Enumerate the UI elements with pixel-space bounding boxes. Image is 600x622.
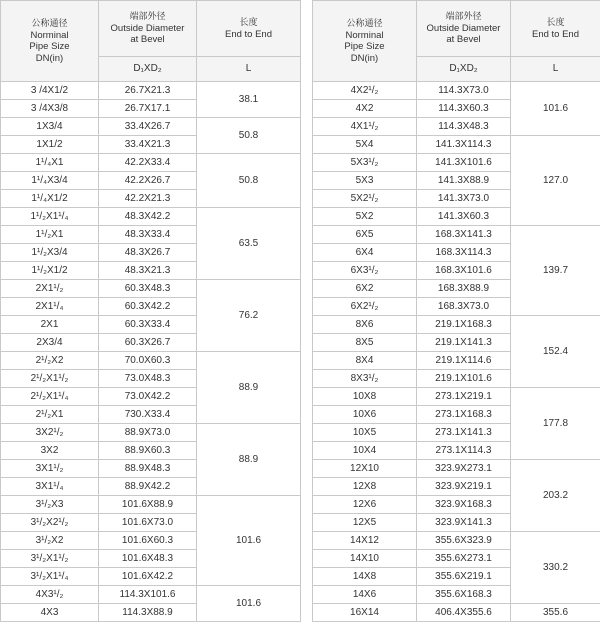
table-row (1, 82, 301, 100)
dn-cell: 8X5 (313, 334, 417, 352)
dn-cell: 2X3/4 (1, 334, 99, 352)
od-cell: 70.0X60.3 (99, 352, 197, 370)
od-cell: 114.3X48.3 (417, 118, 511, 136)
length-cell: 63.5 (197, 208, 301, 280)
table-row (1, 118, 301, 136)
dn-cell: 5X4 (313, 136, 417, 154)
dn-header: 公称通径 Norminal Pipe Size DN(in) (313, 1, 417, 82)
dn-cell: 8X3¹/₂ (313, 370, 417, 388)
od-cell: 141.3X73.0 (417, 190, 511, 208)
table-row (1, 586, 301, 604)
dn-cell: 3X1¹/₄ (1, 478, 99, 496)
table-row (313, 82, 600, 100)
od-cell: 88.9X48.3 (99, 460, 197, 478)
od-cell: 406.4X355.6 (417, 604, 511, 622)
od-cell: 168.3X88.9 (417, 280, 511, 298)
dn-cell: 4X3 (1, 604, 99, 622)
od-cell: 219.1X168.3 (417, 316, 511, 334)
od-cell: 26.7X17.1 (99, 100, 197, 118)
dn-cell: 1¹/₄X3/4 (1, 172, 99, 190)
length-cell: 203.2 (511, 460, 600, 532)
od-cell: 355.6X323.9 (417, 532, 511, 550)
length-cell: 101.6 (197, 496, 301, 586)
od-cell: 48.3X42.2 (99, 208, 197, 226)
dn-cell: 2¹/₂X2 (1, 352, 99, 370)
length-cell: 152.4 (511, 316, 600, 388)
dn-cell: 14X10 (313, 550, 417, 568)
table-row (313, 136, 600, 154)
dn-cell: 12X8 (313, 478, 417, 496)
dn-cell: 3 /4X1/2 (1, 82, 99, 100)
dn-cell: 6X4 (313, 244, 417, 262)
dn-cell: 10X8 (313, 388, 417, 406)
dn-cell: 3¹/₂X3 (1, 496, 99, 514)
length-header: 长度 End to End (511, 1, 600, 57)
od-cell: 60.3X26.7 (99, 334, 197, 352)
od-cell: 48.3X33.4 (99, 226, 197, 244)
od-cell: 141.3X88.9 (417, 172, 511, 190)
od-cell: 33.4X26.7 (99, 118, 197, 136)
dn-cell: 10X5 (313, 424, 417, 442)
table-row (1, 424, 301, 442)
dn-cell: 5X2¹/₂ (313, 190, 417, 208)
od-cell: 323.9X273.1 (417, 460, 511, 478)
od-cell: 73.0X48.3 (99, 370, 197, 388)
od-cell: 273.1X168.3 (417, 406, 511, 424)
length-cell: 139.7 (511, 226, 600, 316)
table-row (1, 154, 301, 172)
right-table-body (313, 82, 600, 622)
od-cell: 101.6X42.2 (99, 568, 197, 586)
dn-cell: 6X5 (313, 226, 417, 244)
od-cell: 101.6X60.3 (99, 532, 197, 550)
od-cell: 273.1X219.1 (417, 388, 511, 406)
od-cell: 355.6X273.1 (417, 550, 511, 568)
dn-cell: 5X3 (313, 172, 417, 190)
dn-cell: 3¹/₂X2 (1, 532, 99, 550)
dn-cell: 3X1¹/₂ (1, 460, 99, 478)
length-cell: 50.8 (197, 118, 301, 154)
dn-cell: 12X5 (313, 514, 417, 532)
od-cell: 168.3X114.3 (417, 244, 511, 262)
od-cell: 114.3X101.6 (99, 586, 197, 604)
od-cell: 168.3X101.6 (417, 262, 511, 280)
od-symbol: D₁XD₂ (99, 57, 197, 82)
dn-cell: 3X2 (1, 442, 99, 460)
dn-cell: 3¹/₂X1¹/₄ (1, 568, 99, 586)
length-cell: 88.9 (197, 424, 301, 496)
length-header: 长度 End to End (197, 1, 301, 57)
od-cell: 101.6X48.3 (99, 550, 197, 568)
od-cell: 141.3X101.6 (417, 154, 511, 172)
length-symbol: L (197, 57, 301, 82)
table-row (313, 316, 600, 334)
od-cell: 42.2X21.3 (99, 190, 197, 208)
dn-cell: 1¹/₂X1/2 (1, 262, 99, 280)
dn-cell: 2¹/₂X1¹/₂ (1, 370, 99, 388)
right-spec-table (312, 0, 600, 622)
od-cell: 60.3X33.4 (99, 316, 197, 334)
od-cell: 114.3X88.9 (99, 604, 197, 622)
dn-cell: 4X2 (313, 100, 417, 118)
dn-cell: 1X1/2 (1, 136, 99, 154)
table-row (1, 496, 301, 514)
od-cell: 73.0X42.2 (99, 388, 197, 406)
dn-cell: 4X3¹/₂ (1, 586, 99, 604)
od-cell: 101.6X88.9 (99, 496, 197, 514)
dn-cell: 14X12 (313, 532, 417, 550)
od-cell: 219.1X114.6 (417, 352, 511, 370)
od-cell: 48.3X26.7 (99, 244, 197, 262)
table-row (1, 208, 301, 226)
od-cell: 33.4X21.3 (99, 136, 197, 154)
dn-cell: 3 /4X3/8 (1, 100, 99, 118)
dn-cell: 1X3/4 (1, 118, 99, 136)
dn-cell: 3¹/₂X2¹/₂ (1, 514, 99, 532)
dn-cell: 14X6 (313, 586, 417, 604)
od-header: 端部外径 Outside Diameter at Bevel (417, 1, 511, 57)
od-cell: 355.6X168.3 (417, 586, 511, 604)
od-cell: 114.3X60.3 (417, 100, 511, 118)
length-cell: 101.6 (197, 586, 301, 622)
dn-cell: 10X6 (313, 406, 417, 424)
od-cell: 101.6X73.0 (99, 514, 197, 532)
table-row (313, 226, 600, 244)
length-cell: 177.8 (511, 388, 600, 460)
length-cell: 88.9 (197, 352, 301, 424)
od-symbol: D₁XD₂ (417, 57, 511, 82)
length-cell: 38.1 (197, 82, 301, 118)
dn-cell: 1¹/₂X1 (1, 226, 99, 244)
dn-cell: 3X2¹/₂ (1, 424, 99, 442)
dn-cell: 4X2¹/₂ (313, 82, 417, 100)
dn-cell: 1¹/₄X1 (1, 154, 99, 172)
od-cell: 219.1X101.6 (417, 370, 511, 388)
dn-cell: 3¹/₂X1¹/₂ (1, 550, 99, 568)
left-table-body (1, 82, 301, 622)
od-cell: 114.3X73.0 (417, 82, 511, 100)
od-cell: 273.1X114.3 (417, 442, 511, 460)
dn-header: 公称通径 Norminal Pipe Size DN(in) (1, 1, 99, 82)
dn-cell: 12X6 (313, 496, 417, 514)
dn-cell: 5X3¹/₂ (313, 154, 417, 172)
od-cell: 48.3X21.3 (99, 262, 197, 280)
dn-cell: 10X4 (313, 442, 417, 460)
od-cell: 42.2X26.7 (99, 172, 197, 190)
od-cell: 323.9X141.3 (417, 514, 511, 532)
table-row (313, 460, 600, 478)
dn-cell: 2X1¹/₂ (1, 280, 99, 298)
od-cell: 60.3X42.2 (99, 298, 197, 316)
dn-cell: 2X1¹/₄ (1, 298, 99, 316)
od-cell: 141.3X60.3 (417, 208, 511, 226)
dn-cell: 14X8 (313, 568, 417, 586)
od-cell: 88.9X42.2 (99, 478, 197, 496)
length-cell: 101.6 (511, 82, 600, 136)
od-cell: 141.3X114.3 (417, 136, 511, 154)
dn-cell: 16X14 (313, 604, 417, 622)
od-cell: 273.1X141.3 (417, 424, 511, 442)
dn-cell: 1¹/₄X1/2 (1, 190, 99, 208)
od-cell: 88.9X60.3 (99, 442, 197, 460)
dn-cell: 5X2 (313, 208, 417, 226)
od-cell: 355.6X219.1 (417, 568, 511, 586)
dn-cell: 6X2¹/₂ (313, 298, 417, 316)
length-cell: 76.2 (197, 280, 301, 352)
table-row (1, 280, 301, 298)
dn-cell: 4X1¹/₂ (313, 118, 417, 136)
od-cell: 323.9X219.1 (417, 478, 511, 496)
od-cell: 60.3X48.3 (99, 280, 197, 298)
dn-cell: 8X4 (313, 352, 417, 370)
dn-cell: 8X6 (313, 316, 417, 334)
table-row (1, 352, 301, 370)
length-symbol: L (511, 57, 600, 82)
od-cell: 42.2X33.4 (99, 154, 197, 172)
dn-cell: 6X2 (313, 280, 417, 298)
od-cell: 26.7X21.3 (99, 82, 197, 100)
length-cell: 127.0 (511, 136, 600, 226)
table-row (313, 388, 600, 406)
dn-cell: 12X10 (313, 460, 417, 478)
length-cell: 355.6 (511, 604, 600, 622)
dn-cell: 1¹/₂X3/4 (1, 244, 99, 262)
dn-cell: 1¹/₂X1¹/₄ (1, 208, 99, 226)
od-cell: 168.3X73.0 (417, 298, 511, 316)
table-row (313, 532, 600, 550)
od-cell: 219.1X141.3 (417, 334, 511, 352)
table-row (313, 604, 600, 622)
dn-cell: 2¹/₂X1¹/₄ (1, 388, 99, 406)
od-header: 端部外径 Outside Diameter at Bevel (99, 1, 197, 57)
od-cell: 323.9X168.3 (417, 496, 511, 514)
od-cell: 168.3X141.3 (417, 226, 511, 244)
length-cell: 330.2 (511, 532, 600, 604)
od-cell: 730.X33.4 (99, 406, 197, 424)
dn-cell: 6X3¹/₂ (313, 262, 417, 280)
dn-cell: 2¹/₂X1 (1, 406, 99, 424)
length-cell: 50.8 (197, 154, 301, 208)
od-cell: 88.9X73.0 (99, 424, 197, 442)
dn-cell: 2X1 (1, 316, 99, 334)
